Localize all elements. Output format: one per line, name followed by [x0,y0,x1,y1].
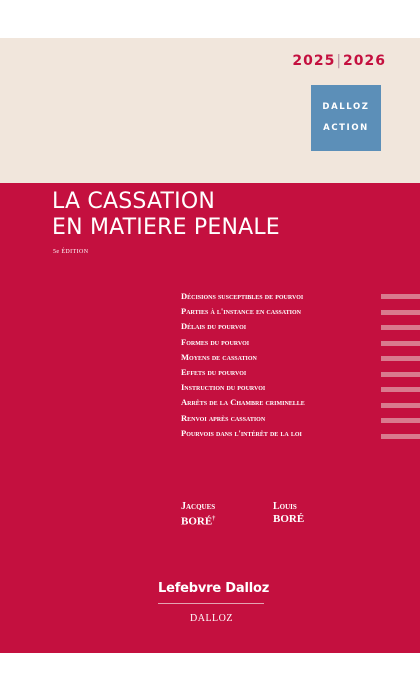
stripe [381,434,420,439]
stripe [381,372,420,377]
stripe [381,403,420,408]
publisher-name: Lefebvre Dalloz [158,581,270,596]
topic-item: Délais du pourvoi [181,321,247,332]
publisher-rule [158,603,264,604]
stripe [381,294,420,299]
topic-item: Effets du pourvoi [181,367,247,378]
collection-line-2: ACTION [323,123,369,133]
imprint-name: DALLOZ [190,613,233,624]
stripe [381,325,420,330]
topic-item: Arrêts de la Chambre criminelle [181,397,305,408]
topic-item: Instruction du pourvoi [181,382,266,393]
stripe [381,310,420,315]
topic-item: Parties à l'instance en cassation [181,306,301,317]
author-1 [181,501,215,528]
year-end: 2026 [343,53,386,69]
stripe [381,387,420,392]
author-2 [273,501,304,525]
author-2-first-name: Louis [273,501,297,512]
year-start: 2025 [292,53,336,69]
collection-line-1: DALLOZ [322,102,370,112]
topic-item: Renvoi après cassation [181,412,266,423]
author-1-first-name: Jacques [181,501,216,512]
title-line-2: EN MATIERE PENALE [52,215,280,240]
stripe [381,341,420,346]
title-line-1: LA CASSATION [52,189,215,214]
topic-item: Décisions susceptibles de pourvoi [181,291,304,301]
topic-item: Moyens de cassation [181,351,257,362]
collection-badge [311,85,381,151]
book-cover [0,38,420,653]
topic-item: Pourvois dans l'intérêt de la loi [181,427,302,438]
year-separator: | [336,53,343,69]
topic-item: Formes du pourvoi [181,336,250,347]
topic-list [181,289,305,441]
book-title [52,189,280,241]
edition-years [292,53,386,69]
author-2-last-name: BORÉ [273,513,305,525]
edition-label: 5e ÉDITION [53,249,89,255]
decorative-stripes [381,294,420,449]
stripe [381,418,420,423]
author-1-last-name: BORÉ [181,515,213,528]
stripe [381,356,420,361]
author-1-mark: † [212,516,216,522]
top-band [0,38,420,183]
